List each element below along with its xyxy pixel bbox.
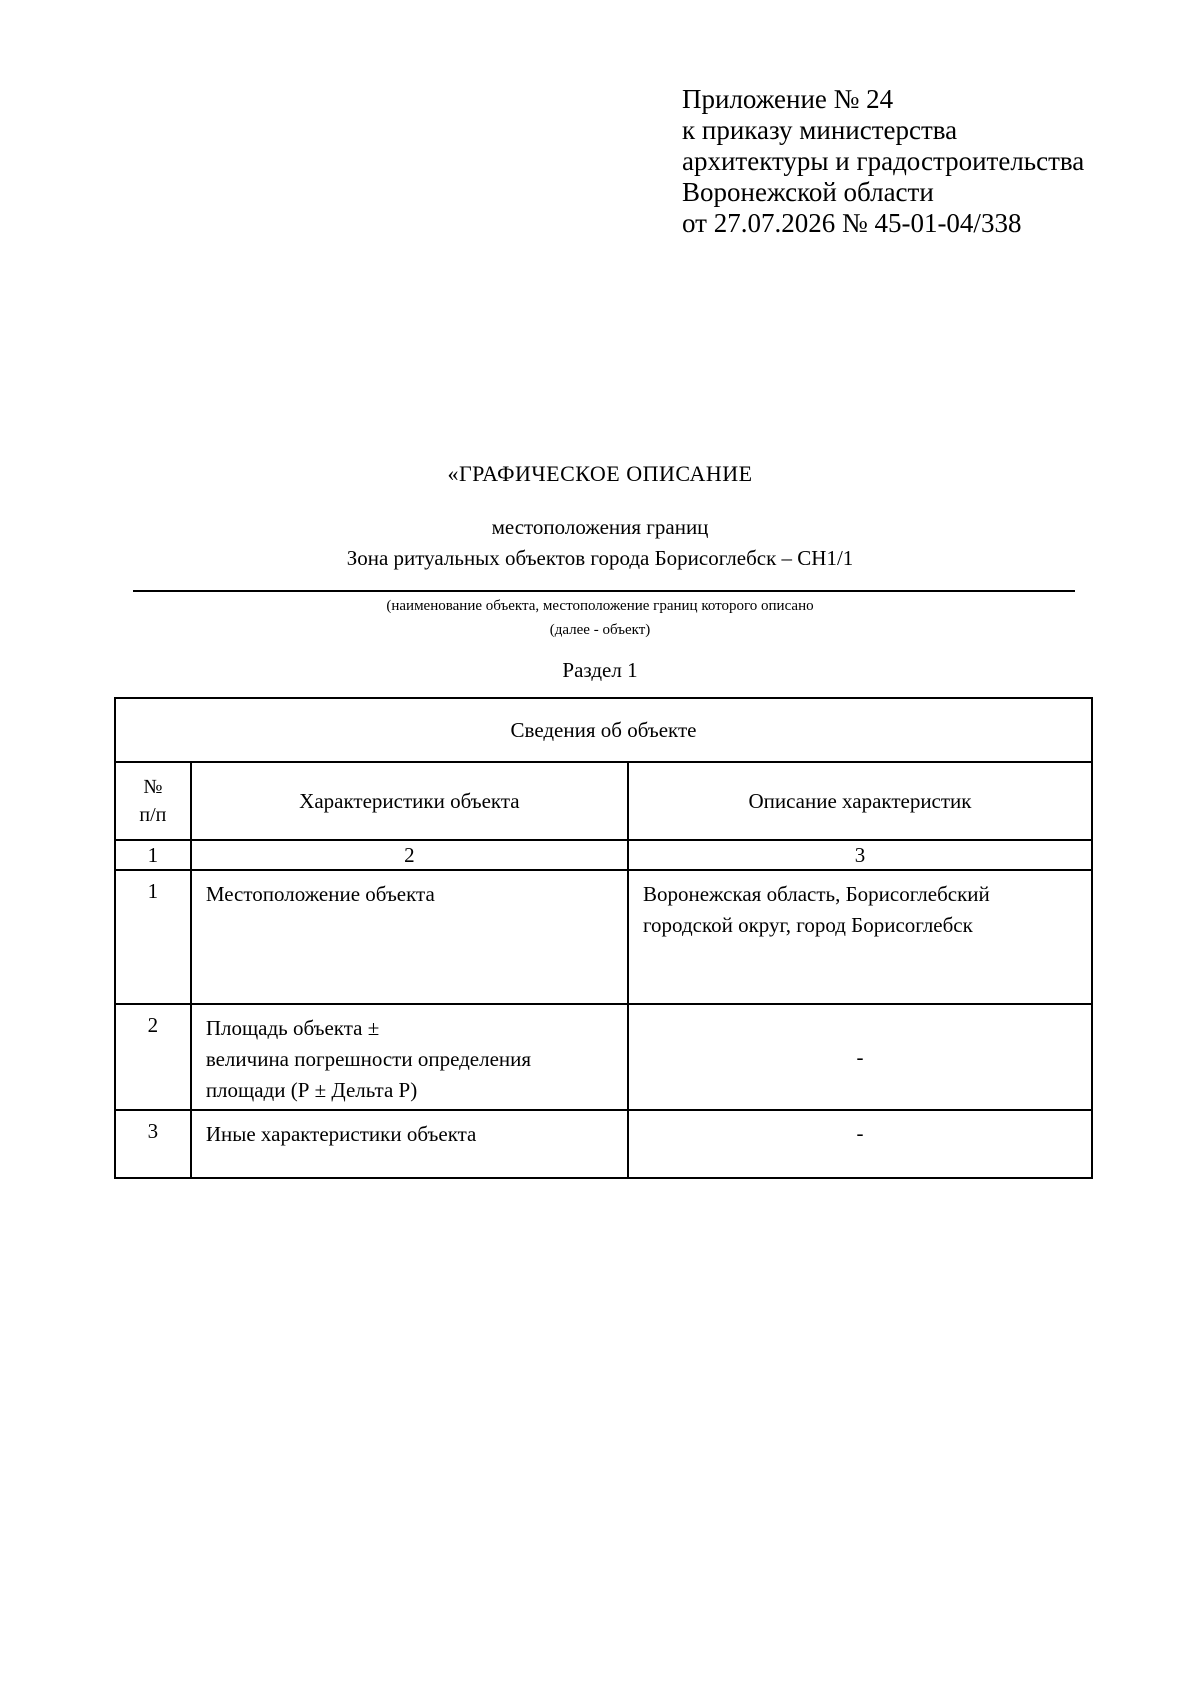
appendix-region-line: Воронежской области [682,177,934,207]
table-row [115,1004,1092,1110]
row-characteristic-line: площади (Р ± Дельта Р) [205,1078,418,1102]
object-name-caption-line2: (далее - объект) [549,622,651,638]
column-header-number [115,762,191,840]
column-header-row [115,762,1092,840]
table-row [115,1110,1092,1178]
appendix-number: Приложение № 24 [682,84,894,114]
row-description-line: городской округ, город Борисоглебск [642,913,973,937]
column-index: 1 [115,840,191,870]
object-name-caption-line1: (наименование объекта, местоположение границ которого описано [386,598,814,614]
column-header-description: Описание характеристик [628,762,1092,840]
row-characteristic: Иные характеристики объекта [191,1110,628,1178]
object-info-table [114,697,1093,1179]
column-header-characteristics: Характеристики объекта [191,762,628,840]
column-header-number-line2: п/п [139,804,167,826]
row-characteristic [191,1004,628,1110]
column-index-row [115,840,1092,870]
row-description [628,870,1092,1004]
column-index: 3 [628,840,1092,870]
document-title: «ГРАФИЧЕСКОЕ ОПИСАНИЕ [447,461,753,486]
table-header: Сведения об объекте [115,698,1092,762]
row-description-line: Воронежская область, Борисоглебский [642,882,990,906]
row-characteristic-line: величина погрешности определения [205,1047,532,1071]
column-header-number-line1: № [143,776,163,798]
object-name-underline [133,590,1075,592]
appendix-date-line: от 27.07.2026 № 45-01-04/338 [682,208,1022,238]
column-index: 2 [191,840,628,870]
appendix-ministry-line: архитектуры и градостроительства [682,146,1085,176]
row-description: - [628,1004,1092,1110]
row-description: - [628,1110,1092,1178]
row-characteristic: Местоположение объекта [191,870,628,1004]
row-number: 1 [115,870,191,1004]
appendix-reference [682,84,1084,239]
table-header-row [115,698,1092,762]
appendix-order-line: к приказу министерства [682,115,958,145]
row-number: 3 [115,1110,191,1178]
object-name: Зона ритуальных объектов города Борисоглебск – СН1/1 [346,546,854,570]
section-heading: Раздел 1 [562,658,638,682]
row-number: 2 [115,1004,191,1110]
table-row [115,870,1092,1004]
row-characteristic-line: Площадь объекта ± [205,1016,380,1040]
document-subtitle: местоположения границ [491,515,709,539]
